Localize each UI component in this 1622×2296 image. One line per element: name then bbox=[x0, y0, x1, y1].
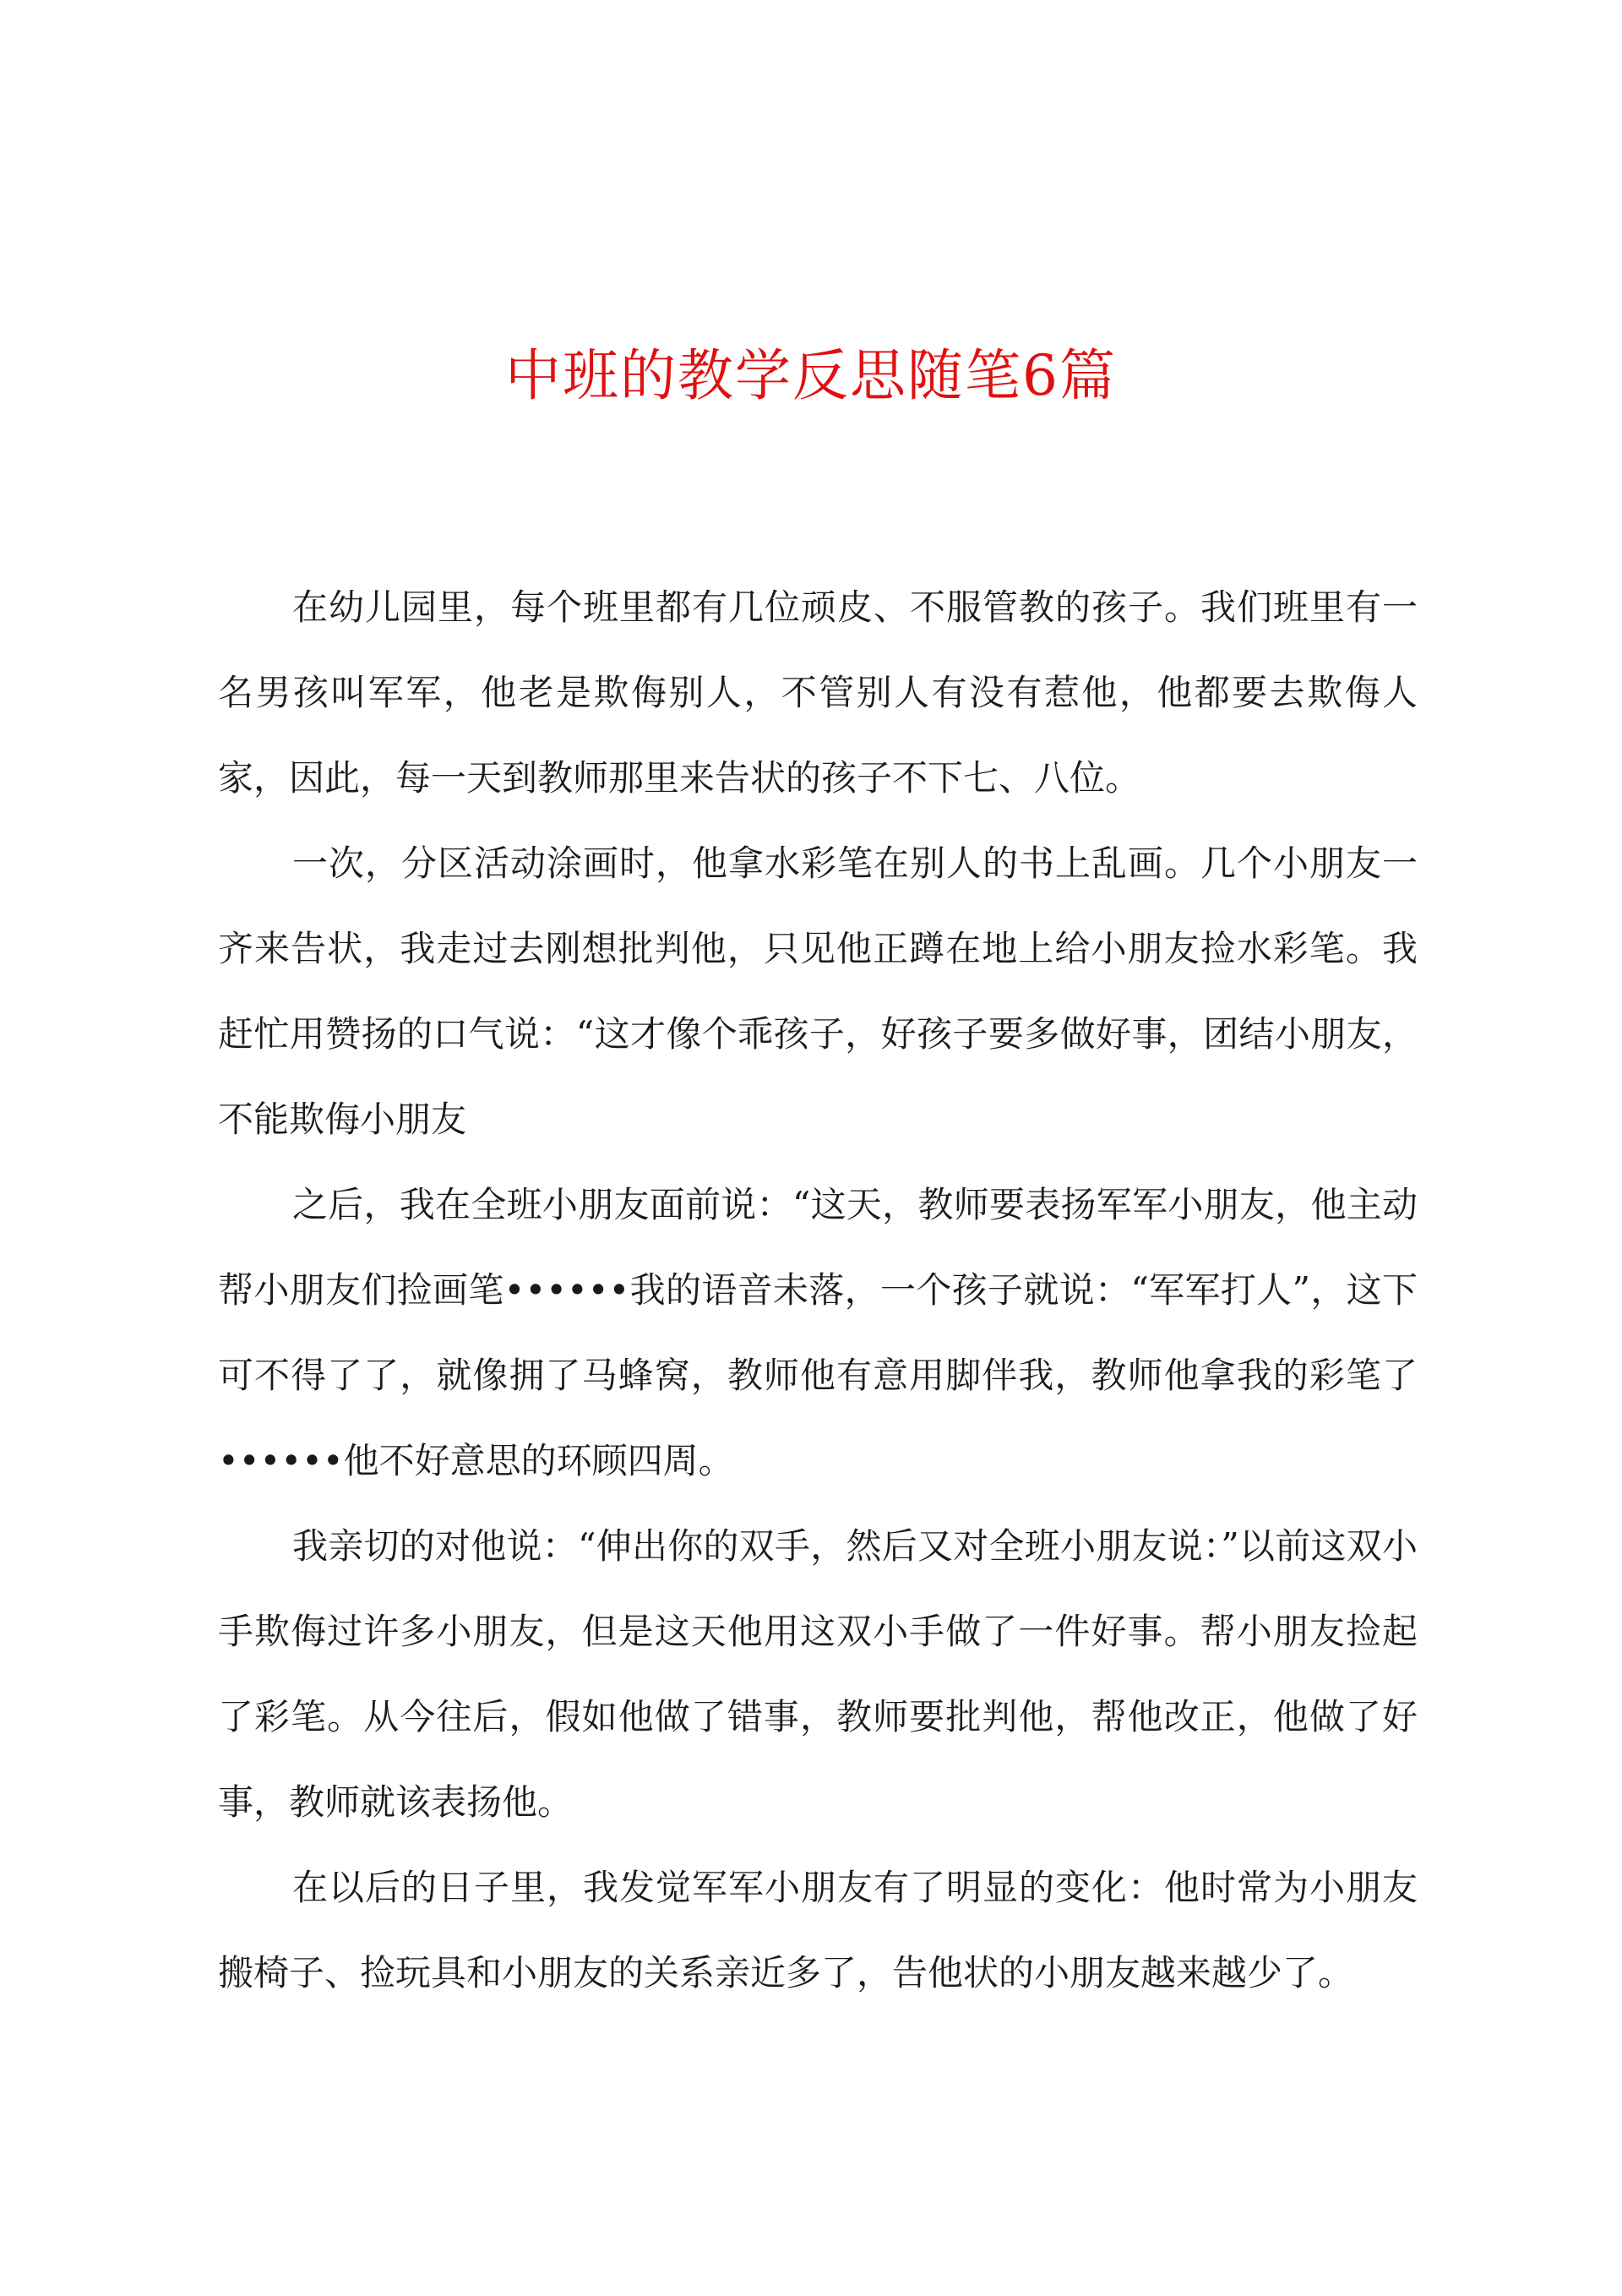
document-body bbox=[218, 564, 1418, 2015]
paragraph-4: 我亲切的对他说：“伸出你的双手，然后又对全班小朋友说：”以前这双小手欺侮过许多小朋友，但是这天他用这双小手做了一件好事。帮小朋友捡起了彩笔。从今往后，假如他做了错事，教师要批判他，帮他改正，他做了好事，教师就该表扬他。 bbox=[218, 1525, 1418, 1823]
paragraph-3: 之后，我在全班小朋友面前说：“这天，教师要表扬军军小朋友，他主动帮小朋友们捡画笔••••••我的语音未落，一个孩子就说：“军军打人”，这下可不得了了，就像拥了马蜂窝，教师他有意用脚伴我，教师他拿我的彩笔了••••••他不好意思的环顾四周。 bbox=[218, 1184, 1418, 1481]
paragraph-5: 在以后的日子里，我发觉军军小朋友有了明显的变化：他时常为小朋友搬椅子、捡玩具和小朋友的关系亲近多了，告他状的小朋友越来越少了。 bbox=[218, 1867, 1418, 1993]
paragraph-1: 在幼儿园里，每个班里都有几位顽皮、不服管教的孩子。我们班里有一名男孩叫军军，他老是欺侮别人，不管别人有没有惹他，他都要去欺侮人家，因此，每一天到教师那里来告状的孩子不下七、八位。 bbox=[218, 586, 1418, 799]
paragraph-2: 一次，分区活动涂画时，他拿水彩笔在别人的书上乱画。几个小朋友一齐来告状，我走过去刚想批判他，只见他正蹲在地上给小朋友捡水彩笔。我赶忙用赞扬的口气说：“这才像个乖孩子，好孩子要多做好事，团结小朋友，不能欺侮小朋友 bbox=[218, 843, 1418, 1140]
document-title: 中班的教学反思随笔6篇 bbox=[505, 343, 1117, 408]
